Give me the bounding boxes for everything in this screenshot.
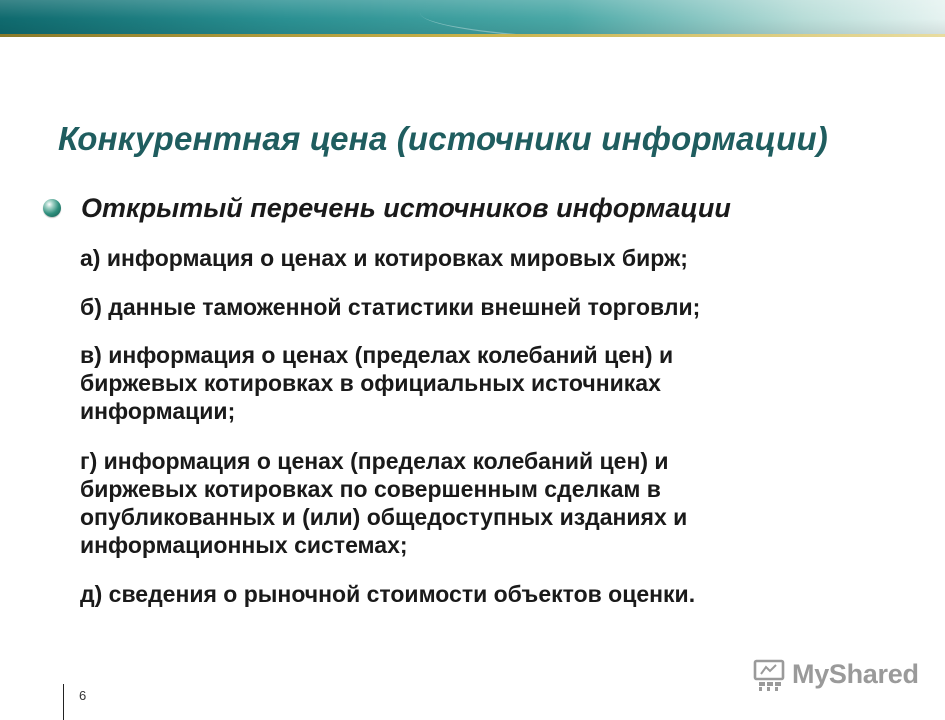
header-bar [0, 0, 945, 34]
list-item-c [80, 341, 673, 425]
list-item-d [80, 447, 687, 559]
list-item-b [80, 293, 700, 321]
list-item-line: биржевых котировках в официальных источниках [80, 370, 661, 396]
watermark-text: MyShared [792, 659, 919, 689]
watermark-logo [752, 656, 922, 696]
list-item-line: биржевых котировках по совершенным сделкам в [80, 476, 661, 502]
list-item-line: информации; [80, 398, 236, 424]
bullet-sphere-icon [43, 199, 61, 217]
list-item-line: б) данные таможенной статистики внешней торговли; [80, 294, 701, 320]
list-item-line: д) сведения о рыночной стоимости объектов оценки. [80, 581, 696, 607]
bullet-heading: Открытый перечень источников информации [81, 193, 731, 223]
header-bar-swoosh [420, 0, 945, 34]
classroom-icon [752, 658, 786, 692]
page-number: 6 [79, 688, 87, 703]
header-accent-line [0, 34, 945, 37]
list-item-e [80, 580, 695, 608]
list-item-line: а) информация о ценах и котировках мировых бирж; [80, 245, 688, 271]
list-item-line: в) информация о ценах (пределах колебаний цен) и [80, 342, 674, 368]
slide-title: Конкурентная цена (источники информации) [58, 120, 828, 157]
footer-divider [63, 684, 64, 720]
list-item-a [80, 244, 688, 272]
list-item-line: г) информация о ценах (пределах колебаний цен) и [80, 448, 669, 474]
list-item-line: информационных системах; [80, 532, 408, 558]
list-item-line: опубликованных и (или) общедоступных изданиях и [80, 504, 688, 530]
